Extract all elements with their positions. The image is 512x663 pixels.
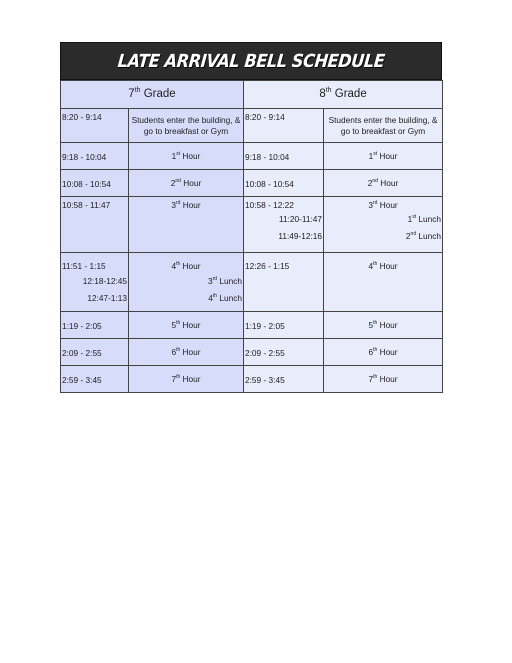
time-cell: 9:18 - 10:04 xyxy=(244,143,324,170)
time-cell: 2:59 - 3:45 xyxy=(244,366,324,393)
schedule-table xyxy=(60,80,443,393)
grade7-header xyxy=(61,81,244,109)
lunch-suffix: th xyxy=(212,292,218,299)
hour-suffix: th xyxy=(176,320,181,327)
hour-number: 3 xyxy=(368,200,373,210)
hour-label: Hour xyxy=(180,346,201,357)
activity-cell xyxy=(129,312,244,339)
time-cell xyxy=(61,253,129,312)
hour-suffix: st xyxy=(176,151,181,158)
hour-suffix: th xyxy=(373,347,378,354)
activity-cell xyxy=(324,312,443,339)
time-cell: 2:09 - 2:55 xyxy=(244,339,324,366)
lunch-word: Lunch xyxy=(217,292,243,303)
grade7-suffix: th xyxy=(134,87,141,95)
schedule-title: LATE ARRIVAL BELL SCHEDULE xyxy=(116,50,386,72)
activity-cell: Students enter the building, & go to breakfast or Gym xyxy=(324,109,443,143)
hour-suffix: th xyxy=(176,261,181,268)
hour-suffix: th xyxy=(373,374,378,381)
lunch-label xyxy=(324,214,442,224)
title-bar xyxy=(60,42,442,80)
time-cell: 2:59 - 3:45 xyxy=(61,366,129,393)
hour-suffix: th xyxy=(373,320,378,327)
hour-label: Hour xyxy=(377,261,398,271)
hour-suffix: th xyxy=(176,374,181,381)
hour-suffix: nd xyxy=(175,178,181,185)
hour-suffix: rd xyxy=(175,200,181,207)
activity-cell xyxy=(129,339,244,366)
hour-label: Hour xyxy=(180,177,202,188)
hour-number: 7 xyxy=(368,373,374,384)
hour-label: Hour xyxy=(377,177,399,188)
hour-label: Hour xyxy=(180,319,201,330)
lunch-suffix: nd xyxy=(410,230,417,237)
lunch-word: Lunch xyxy=(217,276,243,287)
lunch-number: 2 xyxy=(405,230,411,241)
hour-number: 7 xyxy=(171,373,177,384)
lunch-number: 1 xyxy=(407,214,413,225)
lunch-number: 3 xyxy=(208,276,213,287)
grade8-word: Grade xyxy=(331,88,367,101)
grade8-number: 8 xyxy=(319,88,326,101)
hour-number: 5 xyxy=(171,319,177,330)
lunch-label xyxy=(129,276,243,286)
time-main: 11:51 - 1:15 xyxy=(62,261,106,271)
hour-suffix: nd xyxy=(372,178,378,185)
table-row xyxy=(61,253,443,312)
activity-cell xyxy=(324,143,443,170)
table-row xyxy=(61,339,443,366)
time-cell: 10:08 - 10:54 xyxy=(61,170,129,197)
hour-label: Hour xyxy=(180,200,201,210)
activity-cell xyxy=(129,253,244,312)
time-cell: 12:26 - 1:15 xyxy=(244,253,324,312)
activity-cell xyxy=(324,170,443,197)
time-cell: 2:09 - 2:55 xyxy=(61,339,129,366)
time-cell: 9:18 - 10:04 xyxy=(61,143,129,170)
activity-cell: Students enter the building, & go to breakfast or Gym xyxy=(129,109,244,143)
hour-label: Hour xyxy=(180,261,201,271)
hour-number: 2 xyxy=(367,177,373,188)
table-row xyxy=(61,109,443,143)
activity-cell xyxy=(129,170,244,197)
table-row xyxy=(61,366,443,393)
time-cell: 1:19 - 2:05 xyxy=(61,312,129,339)
grade-header-row xyxy=(61,81,443,109)
hour-number: 4 xyxy=(171,261,177,271)
hour-label: Hour xyxy=(180,150,201,161)
lunch-label xyxy=(129,293,243,303)
lunch-time: 12:47-1:13 xyxy=(87,292,127,303)
hour-suffix: th xyxy=(176,347,181,354)
activity-cell xyxy=(324,339,443,366)
table-row xyxy=(61,312,443,339)
hour-number: 1 xyxy=(368,150,374,161)
activity-cell xyxy=(129,197,244,253)
table-row xyxy=(61,197,443,253)
hour-label: Hour xyxy=(180,373,201,384)
time-main: 10:58 - 12:22 xyxy=(245,200,294,210)
lunch-number: 4 xyxy=(208,292,213,303)
time-cell: 10:58 - 11:47 xyxy=(61,197,129,253)
hour-label: Hour xyxy=(377,150,398,161)
grade7-word: Grade xyxy=(140,88,176,101)
hour-number: 6 xyxy=(171,346,177,357)
lunch-label xyxy=(324,231,442,241)
table-row xyxy=(61,143,443,170)
lunch-suffix: st xyxy=(412,214,417,221)
hour-number: 4 xyxy=(368,261,374,271)
lunch-suffix: rd xyxy=(212,276,218,283)
time-cell xyxy=(244,197,324,253)
lunch-time: 11:49-12:16 xyxy=(278,230,323,241)
time-cell: 8:20 - 9:14 xyxy=(61,109,129,143)
time-cell: 8:20 - 9:14 xyxy=(244,109,324,143)
activity-cell xyxy=(129,366,244,393)
hour-label: Hour xyxy=(377,200,398,210)
hour-number: 1 xyxy=(171,150,177,161)
activity-cell xyxy=(324,253,443,312)
lunch-word: Lunch xyxy=(416,230,442,241)
hour-suffix: st xyxy=(373,151,378,158)
grade7-number: 7 xyxy=(128,88,135,101)
lunch-time: 11:20-11:47 xyxy=(278,214,323,225)
hour-suffix: th xyxy=(373,261,378,268)
hour-number: 3 xyxy=(171,200,176,210)
lunch-word: Lunch xyxy=(416,214,442,225)
schedule-sheet xyxy=(60,42,442,393)
time-cell: 10:08 - 10:54 xyxy=(244,170,324,197)
hour-label: Hour xyxy=(377,319,398,330)
activity-cell xyxy=(324,197,443,253)
grade8-header xyxy=(244,81,443,109)
hour-number: 5 xyxy=(368,319,374,330)
hour-label: Hour xyxy=(377,346,398,357)
hour-label: Hour xyxy=(377,373,398,384)
hour-number: 2 xyxy=(170,177,176,188)
activity-cell xyxy=(324,366,443,393)
hour-number: 6 xyxy=(368,346,374,357)
lunch-time: 12:18-12:45 xyxy=(82,276,127,287)
time-cell: 1:19 - 2:05 xyxy=(244,312,324,339)
grade8-suffix: th xyxy=(325,87,332,95)
activity-cell xyxy=(129,143,244,170)
table-row xyxy=(61,170,443,197)
hour-suffix: rd xyxy=(372,200,378,207)
